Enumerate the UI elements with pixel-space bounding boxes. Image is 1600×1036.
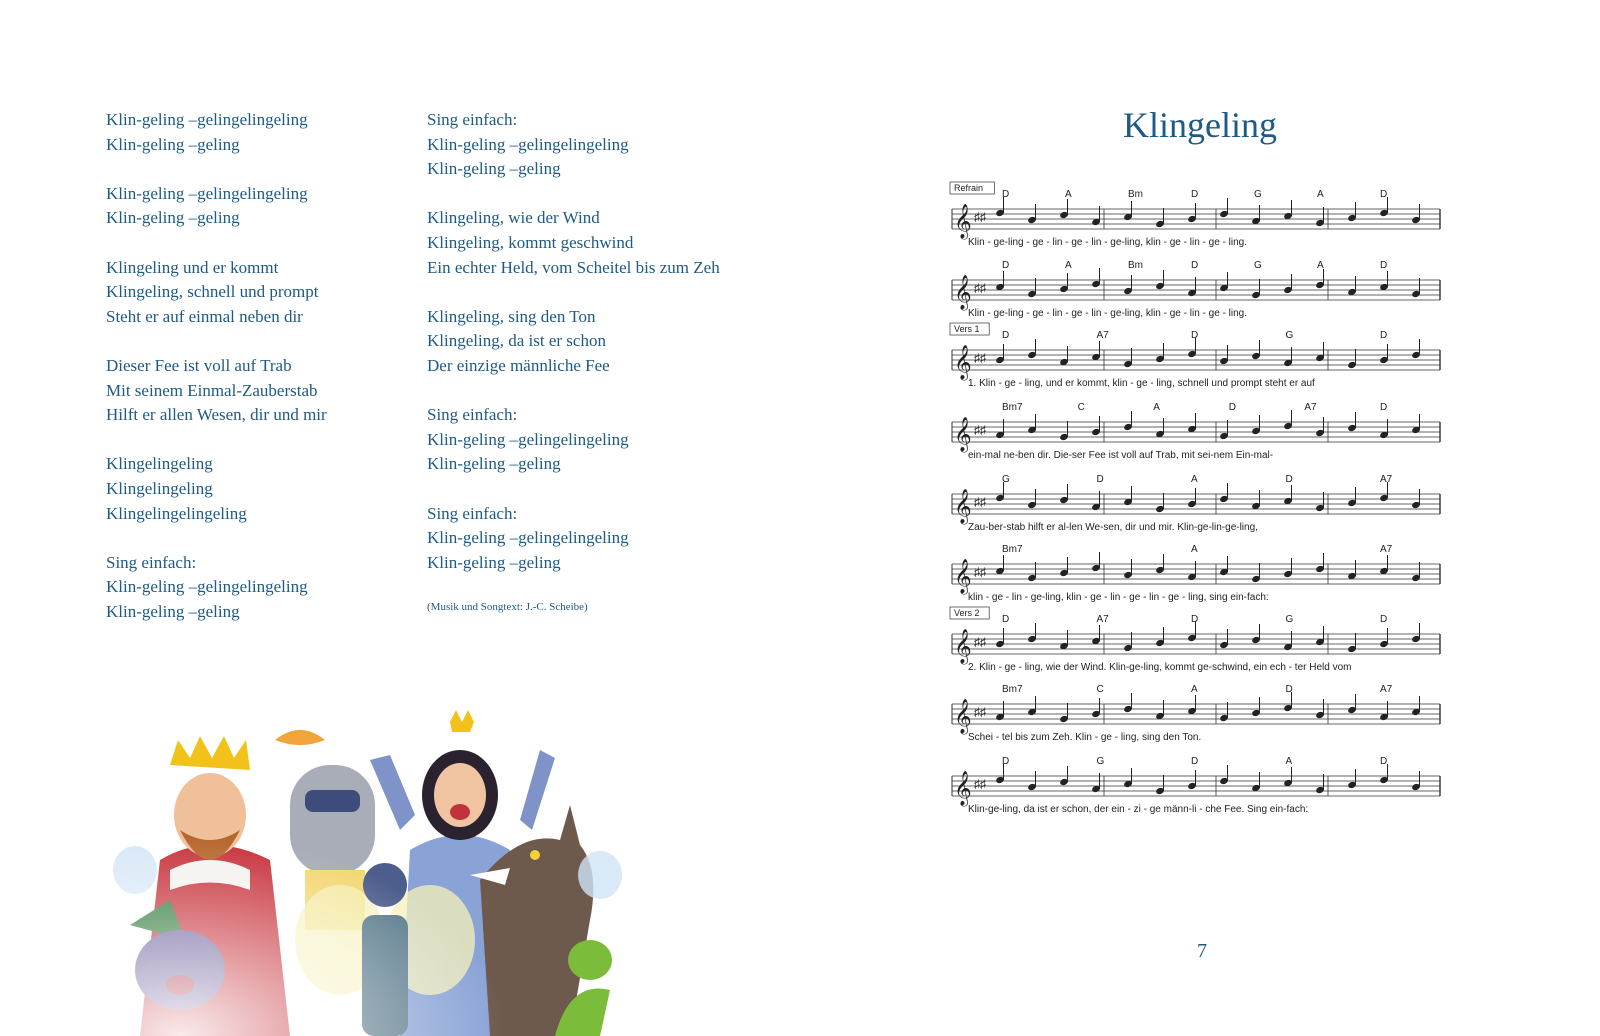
staff-system bbox=[950, 607, 1440, 673]
chord-symbol: G bbox=[1285, 614, 1294, 625]
lyrics-line: Klin-geling –geling bbox=[427, 159, 561, 179]
treble-clef-icon: 𝄞 bbox=[954, 346, 972, 379]
song-credit: (Musik und Songtext: J.-C. Scheibe) bbox=[427, 600, 588, 613]
lyrics-line: Klingelingeling bbox=[106, 478, 213, 498]
chord-symbol: Bm7 bbox=[1002, 402, 1023, 413]
chord-symbol: D bbox=[1285, 684, 1293, 695]
lyrics-line: Klingeling, sing den Ton bbox=[427, 306, 596, 326]
staff-lyrics: Zau-ber-stab hilft er al-len We-sen, dir und mir. Klin-ge-lin-ge-ling, bbox=[968, 522, 1258, 533]
lyrics-line: Steht er auf einmal neben dir bbox=[106, 306, 303, 326]
chord-symbol: A bbox=[1191, 474, 1198, 485]
staff-lyrics: Klin-ge-ling, da ist er schon, der ein - zi - ge männ-li - che Fee. Sing ein-fach: bbox=[968, 804, 1309, 815]
lyrics-line: Klin-geling –gelingelingeling bbox=[106, 183, 308, 203]
lyrics-line: Klingelingelingeling bbox=[106, 503, 247, 523]
lyrics-line: Sing einfach: bbox=[427, 110, 518, 129]
chord-symbol: Bm bbox=[1128, 189, 1143, 200]
key-signature: ♯♯ bbox=[974, 210, 986, 224]
staff-lyrics: Klin - ge-ling - ge - lin - ge - lin - ge-ling, klin - ge - lin - ge - ling. bbox=[968, 237, 1247, 248]
chord-symbol: D bbox=[1002, 260, 1010, 271]
chord-symbol: D bbox=[1191, 330, 1199, 341]
treble-clef-icon: 𝄞 bbox=[954, 205, 972, 238]
staff-system bbox=[950, 182, 1440, 248]
chord-symbol: D bbox=[1380, 330, 1388, 341]
key-signature: ♯♯ bbox=[974, 351, 986, 365]
staff-system bbox=[952, 474, 1440, 533]
lyrics-line: Klin-geling –geling bbox=[106, 134, 240, 154]
chord-symbol: D bbox=[1002, 614, 1010, 625]
lyrics-line: Klingeling, schnell und prompt bbox=[106, 282, 319, 302]
treble-clef-icon: 𝄞 bbox=[954, 418, 972, 451]
chord-symbol: D bbox=[1380, 614, 1388, 625]
lyrics-line: Klin-geling –gelingelingeling bbox=[427, 429, 629, 449]
chord-symbol: G bbox=[1002, 474, 1010, 485]
lyrics-line: Ein echter Held, vom Scheitel bis zum Zeh bbox=[427, 257, 720, 277]
lyrics-line: Klin-geling –geling bbox=[427, 552, 561, 572]
lyrics-line: Mit seinem Einmal-Zauberstab bbox=[106, 380, 318, 400]
key-signature: ♯♯ bbox=[974, 705, 986, 719]
staff-system bbox=[952, 684, 1440, 743]
lyrics-line: Klingeling, da ist er schon bbox=[427, 331, 606, 351]
chord-symbol: G bbox=[1254, 189, 1262, 200]
staff-system bbox=[952, 544, 1440, 603]
chord-symbol: D bbox=[1096, 474, 1104, 485]
lyrics-line: Klin-geling –geling bbox=[427, 454, 561, 474]
chord-symbol: A bbox=[1285, 756, 1293, 767]
chord-symbol: D bbox=[1191, 614, 1199, 625]
lyrics-line: Hilft er allen Wesen, dir und mir bbox=[106, 405, 327, 425]
chord-symbol: A7 bbox=[1380, 684, 1393, 695]
chord-symbol: A7 bbox=[1380, 544, 1393, 555]
staff-lyrics: 1. Klin - ge - ling, und er kommt, klin - ge - ling, schnell und prompt steht er auf bbox=[968, 378, 1315, 389]
chord-symbol: A7 bbox=[1304, 402, 1317, 413]
lyrics-line: Klin-geling –gelingelingeling bbox=[106, 577, 308, 597]
chord-symbol: G bbox=[1254, 260, 1262, 271]
chord-symbol: A bbox=[1065, 260, 1072, 271]
section-label: Vers 2 bbox=[954, 608, 980, 618]
lyrics-line: Klin-geling –gelingelingeling bbox=[106, 110, 308, 129]
treble-clef-icon: 𝄞 bbox=[954, 700, 972, 733]
staff-system bbox=[952, 402, 1440, 461]
key-signature: ♯♯ bbox=[974, 423, 986, 437]
treble-clef-icon: 𝄞 bbox=[954, 772, 972, 805]
chord-symbol: C bbox=[1077, 402, 1085, 413]
staff-system bbox=[950, 323, 1440, 389]
chord-symbol: D bbox=[1002, 189, 1010, 200]
staff-system bbox=[952, 756, 1440, 815]
chord-symbol: A bbox=[1317, 189, 1324, 200]
chord-symbol: A bbox=[1065, 189, 1072, 200]
treble-clef-icon: 𝄞 bbox=[954, 630, 972, 663]
lyrics-line: Klin-geling –geling bbox=[106, 208, 240, 228]
lyrics-line: Sing einfach: bbox=[427, 503, 518, 523]
chord-symbol: A bbox=[1191, 544, 1198, 555]
chord-symbol: D bbox=[1380, 756, 1388, 767]
chord-symbol: G bbox=[1285, 330, 1294, 341]
key-signature: ♯♯ bbox=[974, 777, 986, 791]
chord-symbol: D bbox=[1191, 756, 1199, 767]
section-label: Refrain bbox=[954, 183, 984, 193]
chord-symbol: D bbox=[1002, 330, 1010, 341]
lyrics-line: Dieser Fee ist voll auf Trab bbox=[106, 355, 292, 375]
staff-lyrics: Klin - ge-ling - ge - lin - ge - lin - ge-ling, klin - ge - lin - ge - ling. bbox=[968, 308, 1247, 319]
lyrics-line: Sing einfach: bbox=[106, 552, 197, 572]
treble-clef-icon: 𝄞 bbox=[954, 560, 972, 593]
section-label: Vers 1 bbox=[954, 324, 980, 334]
page-number: 7 bbox=[1197, 940, 1207, 962]
chord-symbol: G bbox=[1096, 756, 1105, 767]
staff-lyrics: Schei - tel bis zum Zeh. Klin - ge - ling, sing den Ton. bbox=[968, 732, 1202, 743]
chord-symbol: C bbox=[1096, 684, 1104, 695]
chord-symbol: A bbox=[1317, 260, 1324, 271]
chord-symbol: D bbox=[1380, 402, 1388, 413]
lyrics-line: Klingeling, kommt geschwind bbox=[427, 232, 634, 252]
chord-symbol: Bm7 bbox=[1002, 684, 1023, 695]
lyrics-line: Klin-geling –geling bbox=[106, 601, 240, 621]
staff-system bbox=[952, 260, 1440, 319]
chord-symbol: D bbox=[1191, 260, 1199, 271]
staff-lyrics: 2. Klin - ge - ling, wie der Wind. Klin-ge-ling, kommt ge-schwind, ein ech - ter Held vom bbox=[968, 662, 1352, 673]
staff-lyrics: ein-mal ne-ben dir. Die-ser Fee ist voll auf Trab, mit sei-nem Ein-mal- bbox=[968, 450, 1274, 461]
chord-symbol: A7 bbox=[1380, 474, 1393, 485]
lyrics-line: Der einzige männliche Fee bbox=[427, 355, 610, 375]
chord-symbol: D bbox=[1002, 756, 1010, 767]
chord-symbol: D bbox=[1191, 189, 1199, 200]
lyrics-line: Klingelingeling bbox=[106, 454, 213, 474]
chord-symbol: Bm bbox=[1128, 260, 1143, 271]
chord-symbol: D bbox=[1380, 260, 1388, 271]
chord-symbol: D bbox=[1285, 474, 1293, 485]
lyrics-line: Klin-geling –gelingelingeling bbox=[427, 528, 629, 548]
key-signature: ♯♯ bbox=[974, 635, 986, 649]
staff-lyrics: klin - ge - lin - ge-ling, klin - ge - lin - ge - lin - ge - ling, sing ein-fach: bbox=[968, 592, 1269, 603]
treble-clef-icon: 𝄞 bbox=[954, 490, 972, 523]
lyrics-line: Klingeling und er kommt bbox=[106, 257, 279, 277]
chord-symbol: A bbox=[1191, 684, 1198, 695]
lyrics-line: Sing einfach: bbox=[427, 405, 518, 425]
song-title: Klingeling bbox=[1123, 105, 1277, 145]
key-signature: ♯♯ bbox=[974, 281, 986, 295]
chord-symbol: A bbox=[1153, 402, 1160, 413]
treble-clef-icon: 𝄞 bbox=[954, 276, 972, 309]
chord-symbol: D bbox=[1228, 402, 1237, 413]
chord-symbol: Bm7 bbox=[1002, 544, 1023, 555]
key-signature: ♯♯ bbox=[974, 565, 986, 579]
chord-symbol: A7 bbox=[1096, 614, 1109, 625]
lyrics-line: Klin-geling –gelingelingeling bbox=[427, 134, 629, 154]
chord-symbol: D bbox=[1380, 189, 1388, 200]
key-signature: ♯♯ bbox=[974, 495, 986, 509]
chord-symbol: A7 bbox=[1096, 330, 1109, 341]
lyrics-line: Klingeling, wie der Wind bbox=[427, 208, 600, 228]
